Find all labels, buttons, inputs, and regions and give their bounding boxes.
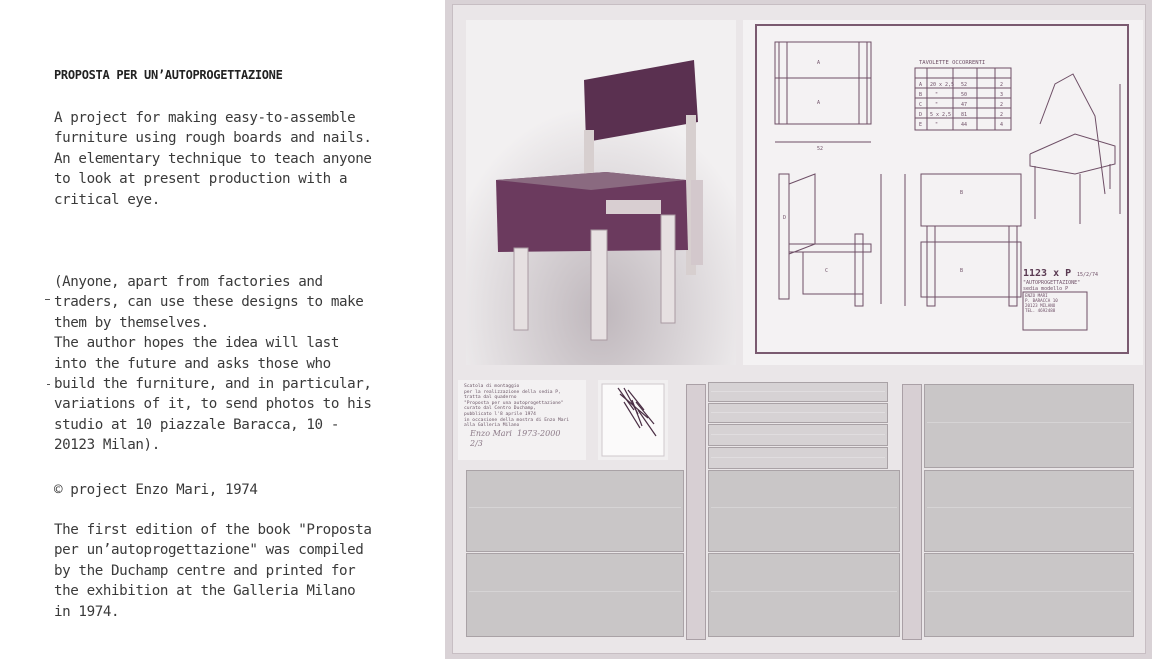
table-cell: 50 (961, 92, 968, 98)
table-cell: A (919, 82, 923, 88)
plank (924, 384, 1134, 468)
table-cell: B (919, 92, 923, 98)
table-cell: 20 x 2,5 (930, 82, 955, 88)
plank (466, 553, 684, 637)
drawing-subtitle: "AUTOPROGETTAZIONE" (1023, 280, 1081, 286)
table-cell: 81 (961, 112, 968, 118)
text-panel (0, 0, 440, 659)
nails-thumbnail (598, 380, 668, 460)
plank (708, 470, 900, 552)
margin-mark (47, 384, 50, 385)
margin-mark (45, 299, 50, 300)
svg-text:A: A (817, 60, 821, 66)
studio-stamp: ENZO MARI P. BARACCA 10 20123 MILANO TEL. 4692488 (1025, 293, 1058, 313)
table-cell: 2 (1000, 102, 1004, 108)
svg-text:D: D (783, 215, 787, 221)
svg-text:B: B (960, 190, 964, 196)
table-cell: " (935, 122, 939, 128)
plank (924, 553, 1134, 637)
nails-image (598, 380, 668, 460)
edition-paragraph: The first edition of the book "Proposta per un’autoprogettazione" was compiled by the Duchamp centre and printed for the exhibition at the Galleria Milano in 1974. (54, 522, 372, 620)
table-cell: 5 x 2,5 (930, 112, 952, 118)
table-cell: 4 (1000, 122, 1004, 128)
table-cell: E (919, 122, 923, 128)
svg-text:A: A (817, 100, 821, 106)
plank-post (902, 384, 922, 640)
table-cell: 2 (1000, 112, 1004, 118)
plank (708, 403, 888, 423)
drawing-linework (755, 24, 1129, 354)
table-cell: 3 (1000, 92, 1004, 98)
svg-text:B: B (960, 268, 964, 274)
table-cell: 2 (1000, 82, 1004, 88)
table-cell: " (935, 92, 939, 98)
table-title: TAVOLETTE OCCORRENTI (919, 60, 986, 66)
svg-text:C: C (825, 268, 829, 274)
table-cell: D (919, 112, 923, 118)
caption-text: Scatola di montaggio per la realizzazione della sedia P, tratta dal quaderno "Proposta per una autoprogettazione" curato dal Centro Duchamp, pubblicato l'8 aprile 1974 in occasione della mostra di Enzo Mari alla Galleria Milano (464, 384, 570, 429)
plank-post (686, 384, 706, 640)
table-cell: 47 (961, 102, 968, 108)
intro-paragraph: A project for making easy-to-assemble furniture using rough boards and nails. An elementary technique to teach anyone to look at present production with a critical eye. (54, 110, 372, 208)
chair-illustration (466, 20, 736, 365)
page-title: PROPOSTA PER UN’AUTOPROGETTAZIONE (54, 68, 283, 82)
chair-photo (466, 20, 736, 365)
copyright-line: © project Enzo Mari, 1974 (54, 482, 258, 498)
plank (466, 470, 684, 552)
drawing-code: 1123 x P (1023, 268, 1072, 279)
plank (708, 447, 888, 469)
table-cell: 44 (961, 122, 968, 128)
dimension-label: 52 (817, 146, 824, 152)
table-cell: " (935, 102, 939, 108)
table-cell: C (919, 102, 923, 108)
drawing-date: 15/2/74 (1077, 272, 1099, 278)
plank (924, 470, 1134, 552)
plank (708, 382, 888, 402)
table-cell: 52 (961, 82, 968, 88)
usage-paragraph: (Anyone, apart from factories and traders, can use these designs to make them by themselves. The author hopes the idea will last into the future and asks those who build the furniture, and in particular, variations of it, to send photos to his studio at 10 piazzale Baracca, 10 - 20123 Milan). (54, 274, 372, 454)
plank (708, 424, 888, 446)
plank (708, 553, 900, 637)
artist-signature: Enzo Mari 1973-2000 2/3 (470, 429, 561, 448)
drawing-model: sedia modello P (1023, 286, 1069, 292)
